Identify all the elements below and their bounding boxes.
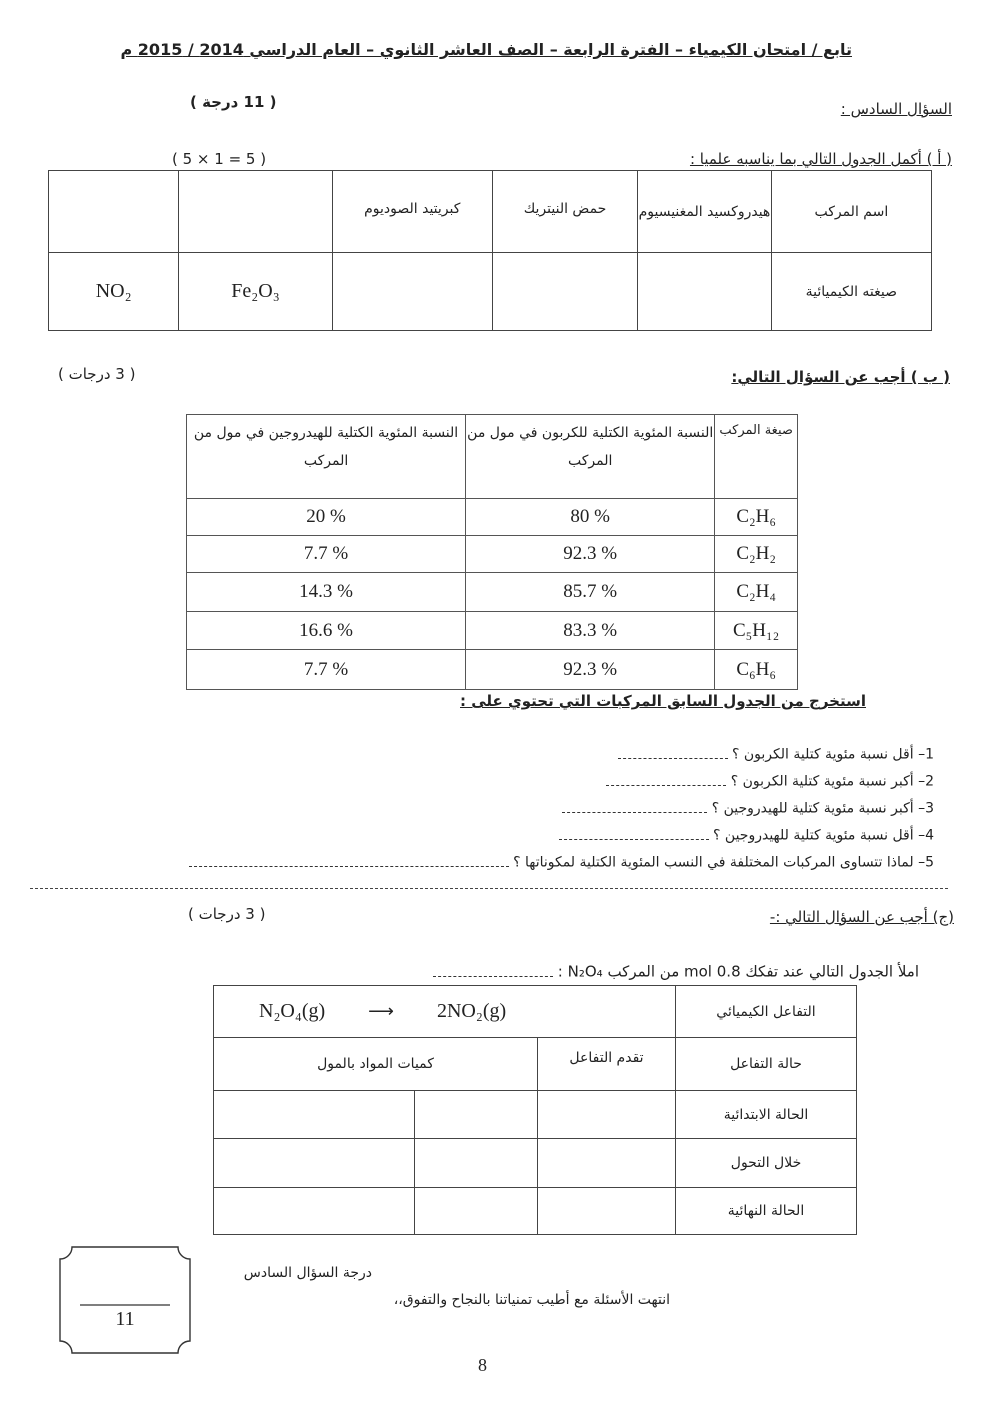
formula-cell-empty[interactable] [492, 253, 637, 331]
row-header-during: خلال التحول [676, 1139, 857, 1188]
reactant: N₂O₄(g) [259, 1000, 326, 1022]
answer-blank[interactable] [559, 826, 709, 840]
compound-name-cell: حمض النيتريك [492, 171, 637, 253]
compound-formula: C₂H₄ [715, 573, 798, 612]
question-six-title: السؤال السادس : [840, 100, 952, 118]
compound-name-cell: هيدروكسيد المغنيسيوم [638, 171, 772, 253]
formula-cell: Fe₂O₃ [179, 253, 332, 331]
part-c-marks: ( 3 درجات ) [188, 905, 266, 923]
score-value: 11 [115, 1308, 135, 1330]
carbon-percent: 92.3 % [466, 650, 715, 690]
amounts-cell[interactable] [214, 1091, 538, 1139]
formula-cell-empty [179, 171, 332, 253]
answer-blank[interactable] [189, 853, 509, 867]
score-label: درجة السؤال السادس [243, 1265, 372, 1281]
question-line [562, 799, 934, 817]
compound-name-cell: كبريتيد الصوديوم [332, 171, 492, 253]
percentage-table [186, 414, 798, 690]
row-header-state: حالة التفاعل [676, 1038, 857, 1091]
part-c-instruction: (ج) أجب عن السؤال التالي :- [769, 908, 954, 926]
hydrogen-percent: 20 % [187, 499, 466, 536]
part-b-marks: ( 3 درجات ) [58, 365, 136, 383]
carbon-percent: 92.3 % [466, 536, 715, 573]
answer-blank-line[interactable] [30, 888, 948, 889]
compound-formula: C₂H₆ [715, 499, 798, 536]
formula-cell-empty [49, 171, 179, 253]
question-line [189, 853, 934, 871]
closing-message: انتهت الأسئلة مع أطيب تمنياتنا بالنجاح والتفوق،، [393, 1292, 670, 1308]
row-header-final: الحالة النهائية [676, 1188, 857, 1235]
formula-cell: NO₂ [49, 253, 179, 331]
question-line [618, 745, 934, 763]
part-c-task-text: املأ الجدول التالي عند تفكك 0.8 mol من المركب N₂O₄ : [557, 962, 919, 981]
compound-table [48, 170, 932, 331]
formula-cell-empty[interactable] [332, 253, 492, 331]
formula-header: صيغته الكيميائية [771, 253, 931, 331]
reaction-arrow: ⟶ [368, 1001, 394, 1021]
progress-cell[interactable] [538, 1188, 676, 1235]
hydrogen-percent: 14.3 % [187, 573, 466, 612]
compound-formula: C₆H₆ [715, 650, 798, 690]
formula-cell-empty[interactable] [638, 253, 772, 331]
carbon-percent: 83.3 % [466, 612, 715, 650]
question-text: 1– أقل نسبة مئوية كتلية الكربون ؟ [732, 746, 934, 763]
page-number: 8 [478, 1355, 487, 1375]
extract-instruction: استخرج من الجدول السابق المركبات التي تحتوي على : [460, 692, 866, 710]
amounts-header: كميات المواد بالمول [214, 1038, 538, 1091]
product: 2NO₂(g) [436, 1000, 507, 1022]
hydrogen-percent: 16.6 % [187, 612, 466, 650]
carbon-percent: 80 % [466, 499, 715, 536]
answer-blank[interactable] [606, 772, 726, 786]
progress-cell[interactable] [538, 1091, 676, 1139]
question-text: 4– أقل نسبة مئوية كتلية للهيدروجين ؟ [713, 827, 934, 844]
amounts-cell[interactable] [214, 1188, 538, 1235]
question-text: 3– أكبر نسبة مئوية كتلية للهيدروجين ؟ [711, 800, 934, 817]
part-a-marks: ( 5 × 1 = 5 ) [172, 150, 267, 168]
question-line [559, 826, 934, 844]
hydrogen-percent: 7.7 % [187, 650, 466, 690]
reaction-table [213, 985, 857, 1235]
question-line [606, 772, 934, 790]
score-box [58, 1245, 192, 1355]
hydrogen-percent: 7.7 % [187, 536, 466, 573]
carbon-percent: 85.7 % [466, 573, 715, 612]
reaction-equation [214, 986, 676, 1038]
compound-name-header: اسم المركب [771, 171, 931, 253]
compound-formula: C₂H₂ [715, 536, 798, 573]
question-text: 2– أكبر نسبة مئوية كتلية الكربون ؟ [730, 773, 934, 790]
question-text: 5– لماذا تتساوى المركبات المختلفة في النسب المئوية الكتلية لمكوناتها ؟ [513, 854, 934, 871]
hydrogen-header: النسبة المئوية الكتلية للهيدروجين في مول من المركب [187, 415, 466, 499]
progress-cell[interactable] [538, 1139, 676, 1188]
row-header-reaction: التفاعل الكيميائي [676, 986, 857, 1038]
page-header: تابع / امتحان الكيمياء – الفترة الرابعة – الصف العاشر الثانوي – العام الدراسي 2014 / 2015 م [120, 40, 852, 59]
question-six-marks: ( 11 درجة ) [190, 93, 277, 111]
answer-blank[interactable] [562, 799, 707, 813]
progress-header: تقدم التفاعل [538, 1038, 676, 1091]
formula-header: صيغة المركب [715, 415, 798, 499]
amounts-cell[interactable] [214, 1139, 538, 1188]
answer-blank[interactable] [433, 962, 553, 977]
carbon-header: النسبة المئوية الكتلية للكربون في مول من المركب [466, 415, 715, 499]
answer-blank[interactable] [618, 745, 728, 759]
part-a-instruction: ( أ ) أكمل الجدول التالي بما يناسبه علميا : [689, 150, 952, 168]
row-header-initial: الحالة الابتدائية [676, 1091, 857, 1139]
compound-formula: C₅H₁₂ [715, 612, 798, 650]
part-c-task [433, 962, 919, 981]
part-b-instruction: ( ب ) أجب عن السؤال التالي: [731, 368, 950, 386]
